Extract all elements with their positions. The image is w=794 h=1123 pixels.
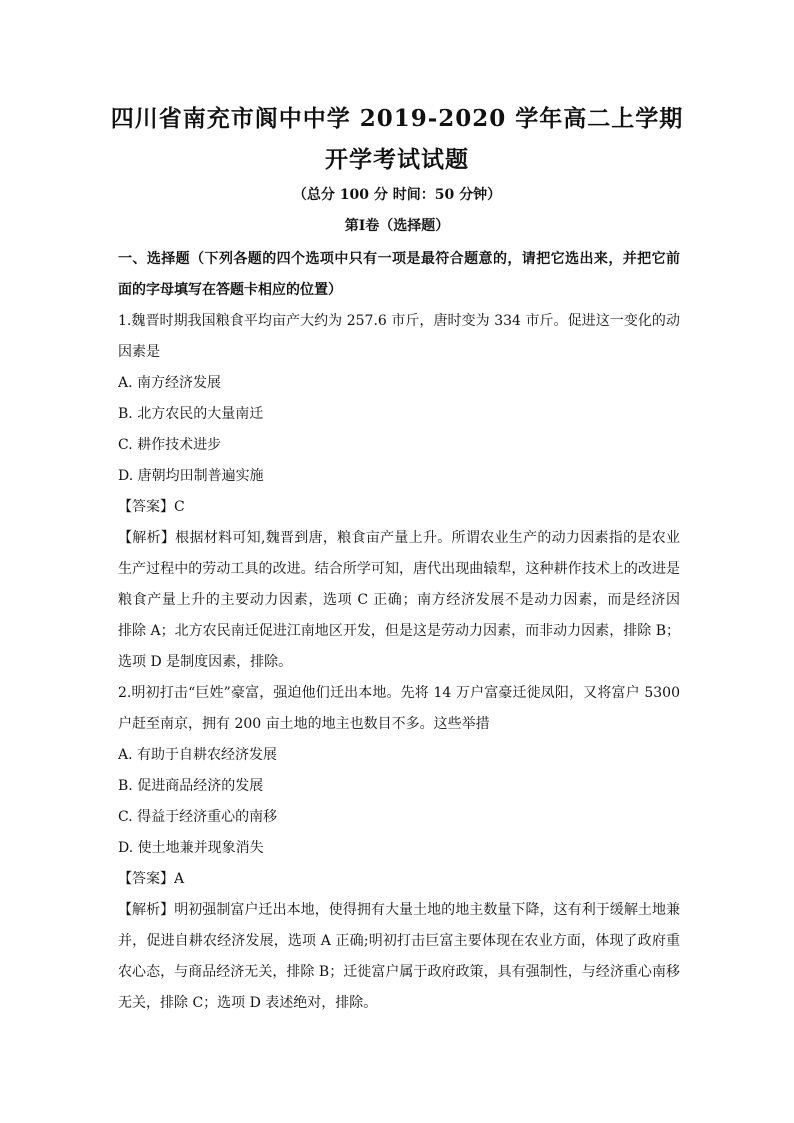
q1-analysis-line1: 【解析】根据材料可知,魏晋到唐，粮食亩产量上升。所谓农业生产的动力因素指的是农业 <box>118 530 680 546</box>
q1-analysis-line4: 排除 A；北方农民南迁促进江南地区开发，但是这是劳动力因素，而非动力因素，排除 B； <box>118 623 680 639</box>
section-heading: 第Ⅰ卷（选择题） <box>344 218 450 234</box>
q2-analysis-line1: 【解析】明初强制富户迁出本地，使得拥有大量土地的地主数量下降，这有利于缓解土地兼 <box>118 902 680 918</box>
instructions-line1: 一、选择题（下列各题的四个选项中只有一项是最符合题意的，请把它选出来，并把它前 <box>118 251 680 267</box>
q1-analysis-line5: 选项 D 是制度因素，排除。 <box>118 654 293 670</box>
q2-option-d: D. 使土地兼并现象消失 <box>118 840 264 856</box>
q2-stem-line1: 2.明初打击“巨姓”豪富，强迫他们迁出本地。先将 14 万户富豪迁徙凤阳，又将富户 5300 <box>118 685 680 701</box>
q1-option-a: A. 南方经济发展 <box>118 375 222 391</box>
q2-stem-line2: 户赶至南京，拥有 200 亩土地的地主也数目不多。这些举措 <box>118 716 490 732</box>
q1-analysis-line3: 粮食产量上升的主要动力因素，选项 C 正确；南方经济发展不是动力因素，而是经济因 <box>118 592 680 608</box>
q2-analysis-line4: 无关，排除 C；选项 D 表述绝对，排除。 <box>118 995 378 1011</box>
q2-analysis-line3: 农心态，与商品经济无关，排除 B；迁徙富户属于政府政策，具有强制性，与经济重心南移 <box>118 964 680 980</box>
exam-info: （总分 100 分 时间：50 分钟） <box>292 187 502 203</box>
q1-analysis-line2: 生产过程中的劳动工具的改进。结合所学可知，唐代出现曲辕犁，这种耕作技术上的改进是 <box>118 561 680 577</box>
q1-option-c: C. 耕作技术进步 <box>118 437 222 453</box>
q2-option-a: A. 有助于自耕农经济发展 <box>118 747 278 763</box>
question-1 <box>118 306 680 678</box>
instructions-line2: 面的字母填写在答题卡相应的位置） <box>118 282 342 298</box>
exam-title-line1: 四川省南充市阆中中学 2019-2020 学年高二上学期 <box>110 105 684 132</box>
q1-option-b: B. 北方农民的大量南迁 <box>118 406 264 422</box>
q2-analysis-line2: 并，促进自耕农经济发展，选项 A 正确;明初打击巨富主要体现在农业方面，体现了政府重 <box>118 933 680 949</box>
q2-option-b: B. 促进商品经济的发展 <box>118 778 264 794</box>
q1-answer: 【答案】C <box>118 499 185 515</box>
q1-stem-line2: 因素是 <box>118 344 160 360</box>
q1-stem-line1: 1.魏晋时期我国粮食平均亩产大约为 257.6 市斤，唐时变为 334 市斤。促进这一变化的动 <box>118 313 680 329</box>
q2-answer: 【答案】A <box>118 871 185 887</box>
q2-option-c: C. 得益于经济重心的南移 <box>118 809 278 825</box>
q1-option-d: D. 唐朝均田制普遍实施 <box>118 468 264 484</box>
exam-title-line2: 开学考试试题 <box>325 146 469 173</box>
question-2 <box>118 678 680 1019</box>
exam-body <box>118 244 680 1019</box>
